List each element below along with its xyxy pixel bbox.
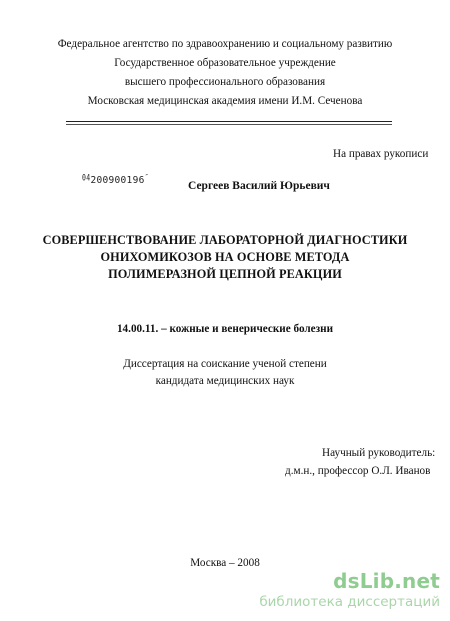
degree-line-1: Диссертация на соискание ученой степени: [123, 358, 327, 370]
dissertation-title-line-1: СОВЕРШЕНСТВОВАНИЕ ЛАБОРАТОРНОЙ ДИАГНОСТИКИ: [42, 233, 408, 247]
academy-name: Московская медицинская академия имени И.М. Сеченова: [87, 95, 363, 107]
header-divider: [66, 121, 392, 122]
stamp-prefix: 04: [82, 172, 91, 184]
supervisor-label: Научный руководитель:: [322, 447, 436, 459]
watermark-subtitle: библиотека диссертаций: [259, 594, 440, 610]
stamp-number: 200900196: [90, 175, 145, 186]
place-and-year: Москва – 2008: [190, 557, 260, 569]
manuscript-note: На правах рукописи: [333, 148, 429, 160]
dissertation-title-line-2: ОНИХОМИКОЗОВ НА ОСНОВЕ МЕТОДА: [100, 250, 350, 264]
site-watermark: [259, 570, 440, 611]
specialty-code: 14.00.11. – кожные и венерические болезни: [116, 323, 334, 335]
institution-type: Государственное образовательное учреждение: [114, 57, 336, 69]
watermark-logo: dsLib.net: [333, 569, 440, 593]
education-level: высшего профессионального образования: [124, 76, 326, 88]
dissertation-title-line-3: ПОЛИМЕРАЗНОЙ ЦЕПНОЙ РЕАКЦИИ: [108, 267, 342, 281]
library-stamp: 04200900196″: [82, 172, 150, 186]
header-divider-thin: [66, 124, 392, 125]
supervisor-name: д.м.н., профессор О.Л. Иванов: [285, 465, 431, 477]
author-name: Сергеев Василий Юрьевич: [188, 180, 330, 192]
agency-name: Федеральное агентство по здравоохранению и социальному развитию: [57, 38, 393, 50]
degree-line-2: кандидата медицинских наук: [155, 375, 295, 387]
